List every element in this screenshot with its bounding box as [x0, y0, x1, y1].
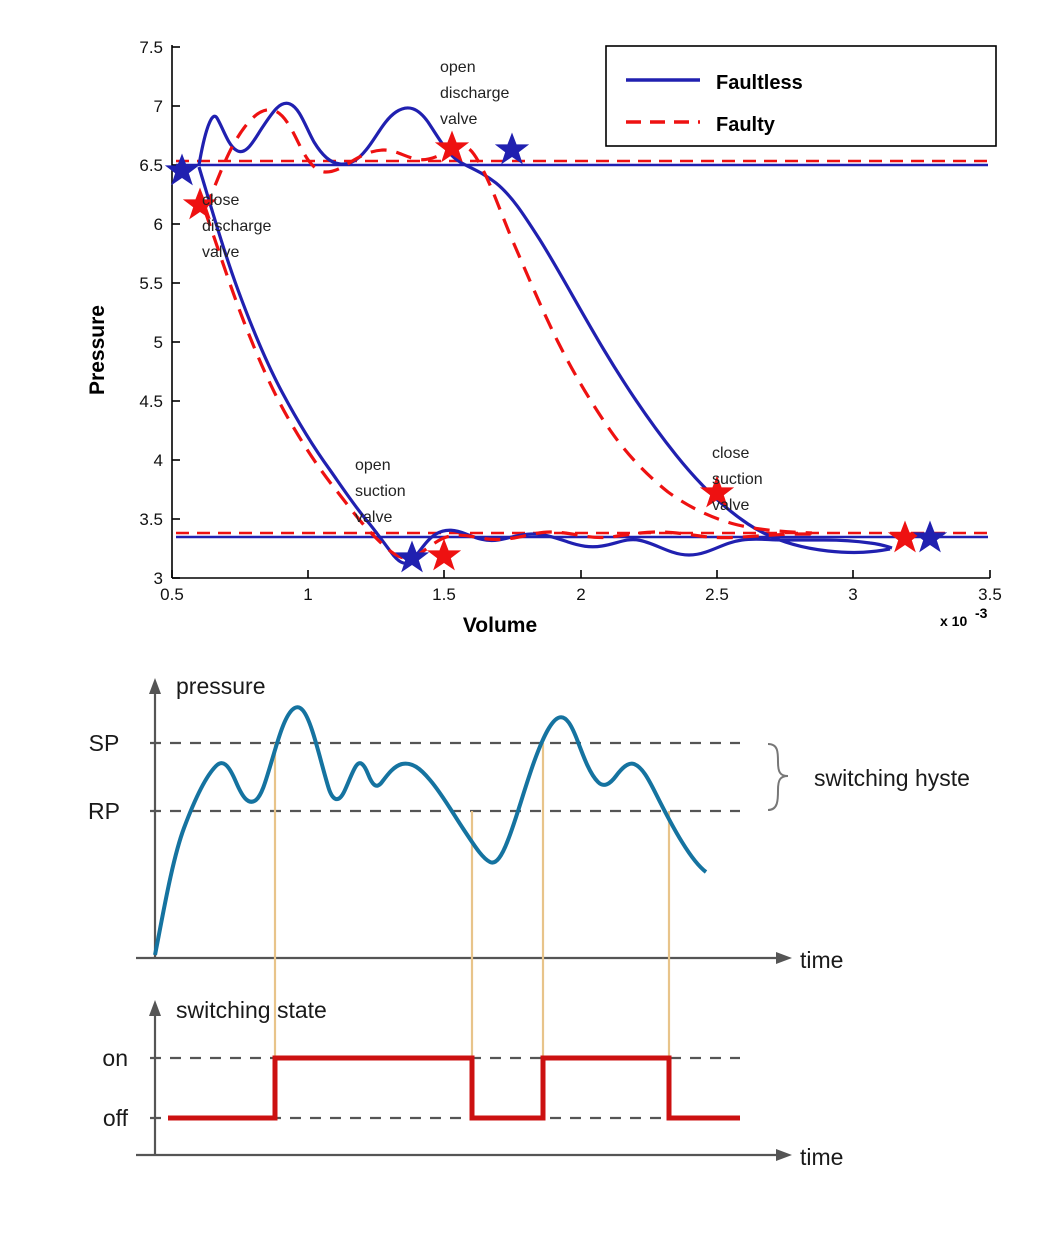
upper-ytick-9: 7.5	[139, 38, 163, 57]
on-label: on	[102, 1045, 128, 1071]
annot-open-suction-line-1: suction	[355, 483, 406, 500]
upper-ytick-6: 6	[153, 215, 163, 234]
upper-xtick-5: 3	[848, 585, 858, 604]
upper-ytick-2: 4	[153, 451, 163, 470]
switching-y-axis-arrow	[149, 1000, 161, 1016]
blue-star-open-discharge	[495, 133, 529, 165]
annot-open-discharge-line-1: discharge	[440, 85, 510, 102]
rp-label: RP	[88, 798, 120, 824]
upper-ylabel: Pressure	[86, 305, 109, 395]
annot-open-discharge-line-0: open	[440, 59, 476, 76]
pressure-x-axis-arrow	[776, 952, 792, 964]
annot-close-suction-line-0: close	[712, 445, 750, 462]
annot-open-suction-line-2: valve	[355, 509, 393, 526]
upper-xtick-0: 0.5	[160, 585, 184, 604]
upper-x-ticks	[172, 570, 990, 578]
legend-box	[606, 46, 996, 146]
annot-open-discharge-line-2: valve	[440, 111, 478, 128]
upper-x-exponent: x 10	[940, 613, 968, 629]
switching-state-label: switching state	[176, 997, 327, 1023]
annot-open-suction-line-0: open	[355, 457, 391, 474]
upper-chart	[86, 38, 1002, 637]
annotation-open-discharge-valve	[440, 59, 509, 128]
annotation-close-discharge-valve	[202, 192, 271, 261]
legend-label-faulty: Faulty	[716, 114, 775, 136]
annot-close-discharge-line-2: valve	[202, 244, 240, 261]
pressure-y-axis-arrow	[149, 678, 161, 694]
series-faultless-top	[199, 103, 890, 552]
hysteresis-label: switching hyste	[814, 765, 970, 791]
upper-ytick-8: 7	[153, 97, 163, 116]
markers-group	[165, 131, 947, 573]
upper-ytick-1: 3.5	[139, 510, 163, 529]
pressure-axis-label: pressure	[176, 673, 266, 699]
annotation-open-suction-valve	[355, 457, 406, 526]
upper-ytick-5: 5.5	[139, 274, 163, 293]
upper-x-exponent-sup: -3	[975, 605, 988, 621]
series-faultless-bottom	[199, 167, 892, 563]
annot-close-discharge-line-0: close	[202, 192, 240, 209]
upper-xlabel: Volume	[462, 614, 538, 637]
annotation-close-suction-valve	[712, 445, 763, 514]
annot-close-suction-line-1: suction	[712, 471, 763, 488]
switching-x-axis-arrow	[776, 1149, 792, 1161]
annot-close-discharge-line-1: discharge	[202, 218, 272, 235]
upper-ytick-3: 4.5	[139, 392, 163, 411]
pressure-curve	[155, 707, 706, 955]
annot-close-suction-line-2: valve	[712, 497, 750, 514]
switching-time-label: time	[800, 1144, 844, 1170]
upper-xtick-6: 3.5	[978, 585, 1002, 604]
upper-xtick-2: 1.5	[432, 585, 456, 604]
sp-label: SP	[88, 730, 120, 756]
pressure-hysteresis-chart	[88, 673, 970, 1118]
series-faulty-top	[205, 110, 812, 533]
upper-xtick-4: 2.5	[705, 585, 729, 604]
hysteresis-brace	[768, 744, 788, 810]
upper-ytick-0: 3	[153, 569, 163, 588]
upper-ytick-4: 5	[153, 333, 163, 352]
red-star-open-suction	[427, 539, 461, 571]
upper-xtick-1: 1	[303, 585, 313, 604]
upper-xtick-3: 2	[576, 585, 586, 604]
upper-ytick-7: 6.5	[139, 156, 163, 175]
blue-star-close-discharge	[165, 154, 199, 186]
pressure-time-label: time	[800, 947, 844, 973]
legend-label-faultless: Faultless	[716, 72, 803, 94]
upper-y-ticks	[172, 47, 180, 578]
switching-step-curve	[168, 1058, 740, 1118]
off-label: off	[102, 1105, 128, 1131]
legend	[606, 46, 996, 146]
